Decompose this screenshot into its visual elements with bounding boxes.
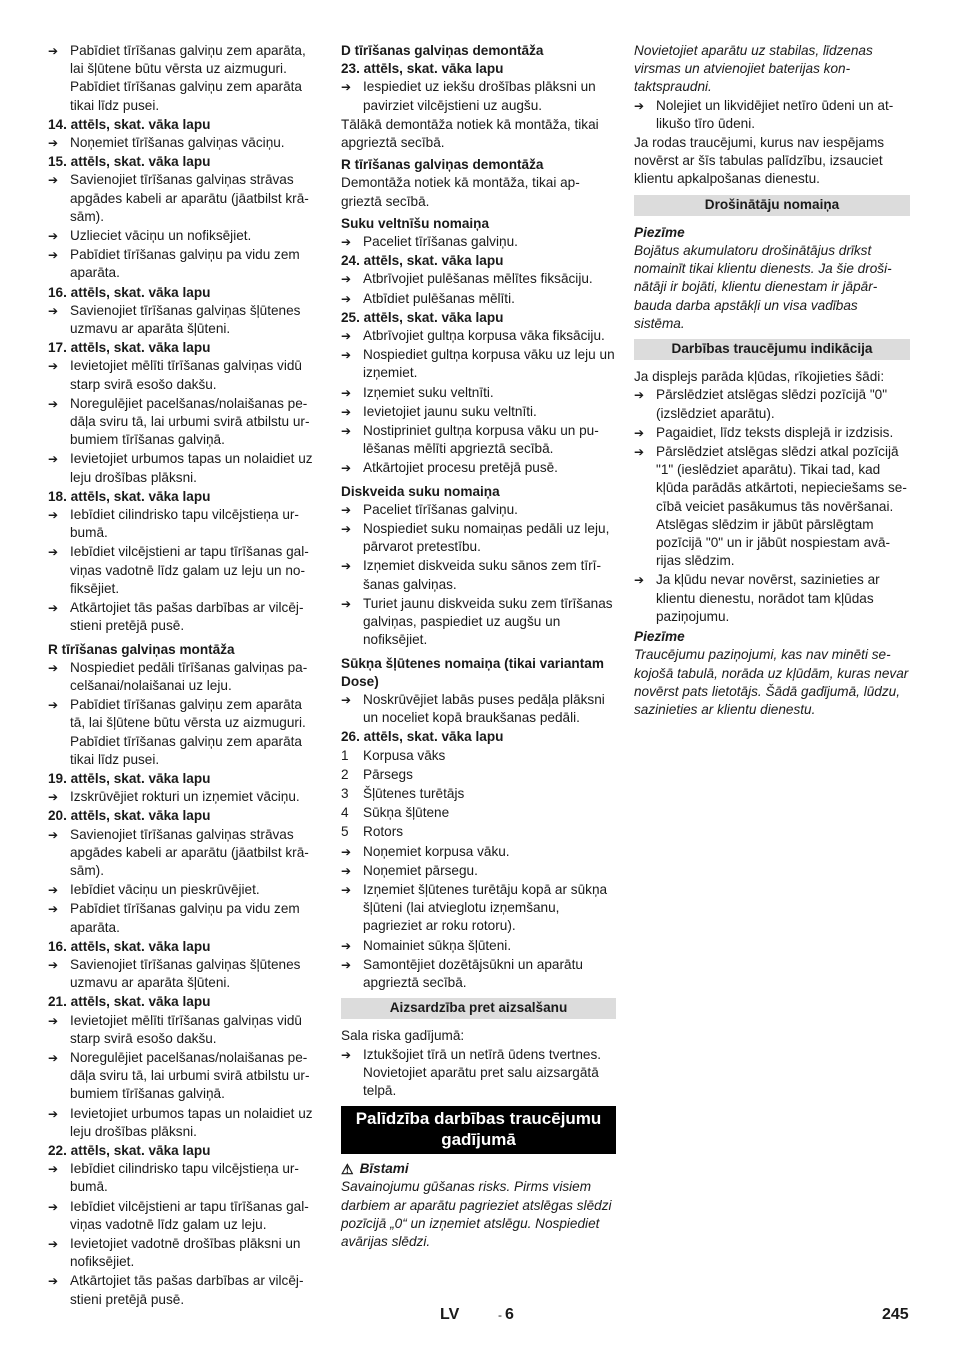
arrow-icon: ➔ [341, 80, 352, 95]
subheading: 16. attēls, skat. vāka lapu [48, 938, 211, 954]
legend-number: 1 [341, 747, 349, 763]
column-1 [48, 42, 320, 1310]
arrow-icon: ➔ [341, 424, 352, 439]
arrow-icon: ➔ [48, 1050, 59, 1065]
step-text: Atkārtojiet procesu pretējā pusē. [363, 460, 558, 476]
instruction-step [48, 1160, 320, 1196]
arrow-icon: ➔ [48, 44, 59, 58]
step-text: Iebīdiet vilcējstieni ar tapu tīrīšanas galviņas vadotnē līdz galam uz leju un nofiksējiet. [70, 544, 309, 596]
step-text: Iebīdiet cilindrisko tapu vilcējstieņa urbumā. [70, 507, 299, 541]
paragraph: Ja displejs parāda kļūdas, rīkojieties šādi: [634, 369, 885, 385]
subheading: 26. attēls, skat. vāka lapu [341, 729, 504, 745]
step-text: Ievietojiet vadotnē drošības plāksni un nofiksējiet. [70, 1236, 301, 1270]
instruction-step [48, 450, 320, 486]
instruction-step [634, 424, 910, 442]
instruction-step [341, 346, 616, 382]
instruction-step [341, 422, 616, 458]
legend-item [341, 785, 616, 803]
step-text: Pagaidiet, līdz teksts displejā ir izdzisis. [656, 424, 894, 440]
arrow-icon: ➔ [341, 1047, 352, 1062]
step-text: Ievietojiet urbumos tapas un nolaidiet uz leju drošības plāksni. [70, 1105, 313, 1139]
step-text: Pabīdiet tīrīšanas galviņu zem aparāta tā, lai šļūtene būtu vērsta uz aizmuguri. Pabīdiet tīrīšanas galviņu zem aparāta tikai līdz pusei. [70, 697, 306, 767]
instruction-step [48, 1272, 320, 1308]
arrow-icon: ➔ [341, 272, 352, 287]
instruction-step [341, 403, 616, 421]
instruction-step [341, 595, 616, 650]
arrow-icon: ➔ [341, 235, 352, 250]
step-text: Nostipriniet gultņa korpusa vāku un pulēšanas mēlīti apgrieztā secībā. [363, 423, 599, 457]
arrow-icon: ➔ [48, 359, 59, 374]
step-text: Nolejiet un likvidējiet netīro ūdeni un atlikušo tīro ūdeni. [656, 97, 894, 131]
instruction-step [341, 78, 616, 114]
step-text: Ja kļūdu nevar novērst, sazinieties ar klientu dienestu, norādot tam kļūdas paziņojumu. [656, 572, 880, 624]
instruction-step [341, 843, 616, 861]
legend-text: Korpusa vāks [363, 747, 446, 763]
step-text: Pārslēdziet atslēgas slēdzi pozīcijā "0" (izslēdziet aparātu). [656, 387, 888, 421]
legend-number: 3 [341, 785, 349, 801]
step-text: Savienojiet tīrīšanas galviņas strāvas apgādes kabeli ar aparātu (jāatbilst krāsām). [70, 826, 309, 878]
arrow-icon: ➔ [48, 545, 59, 560]
arrow-icon: ➔ [634, 388, 645, 403]
step-text: Atbrīvojiet gultņa korpusa vāka fiksāciju. [363, 328, 605, 344]
subheading: D tīrīšanas galviņas demontāža [341, 43, 544, 58]
warning-icon: ⚠ [341, 1161, 354, 1178]
arrow-icon: ➔ [341, 596, 352, 611]
subheading: 18. attēls, skat. vāka lapu [48, 488, 211, 504]
arrow-icon: ➔ [48, 660, 59, 675]
instruction-step [341, 956, 616, 992]
arrow-icon: ➔ [48, 698, 59, 713]
arrow-icon: ➔ [48, 452, 59, 467]
step-text: Noskrūvējiet labās puses pedāļa plāksni un noceliet kopā braukšanas pedāli. [363, 691, 605, 726]
legend-number: 2 [341, 766, 349, 782]
instruction-step [48, 1012, 320, 1048]
step-text: Atbrīvojiet pulēšanas mēlītes fiksāciju. [363, 271, 593, 287]
instruction-step [48, 395, 320, 450]
instruction-step [48, 543, 320, 598]
arrow-icon: ➔ [48, 1237, 59, 1251]
step-text: Atkārtojiet tās pašas darbības ar vilcējstieni pretējā pusē. [70, 1273, 304, 1307]
instruction-step [341, 327, 616, 345]
legend-item [341, 747, 616, 765]
step-text: Savienojiet tīrīšanas galviņas šļūtenes uzmavu ar aparāta šļūteni. [70, 956, 301, 991]
instruction-step [341, 459, 616, 477]
instruction-step [48, 956, 320, 992]
step-text: Paceliet tīrīšanas galviņu. [363, 234, 518, 250]
arrow-icon: ➔ [341, 692, 352, 707]
step-text: Uzlieciet vāciņu un nofiksējiet. [70, 228, 252, 244]
instruction-step [48, 599, 320, 635]
step-text: Iebīdiet vilcējstieni ar tapu tīrīšanas galviņas vadotnē līdz galam uz leju. [70, 1198, 309, 1232]
instruction-step [341, 937, 616, 955]
arrow-icon: ➔ [341, 559, 352, 574]
step-text: Noņemiet korpusa vāku. [363, 843, 510, 859]
legend-text: Šļūtenes turētājs [363, 785, 465, 801]
step-text: Izņemiet suku veltnīti. [363, 384, 494, 400]
section-page-number [498, 1306, 514, 1324]
arrow-icon: ➔ [48, 1013, 59, 1028]
subheading: 25. attēls, skat. vāka lapu [341, 309, 504, 325]
subheading: 19. attēls, skat. vāka lapu [48, 770, 211, 786]
instruction-step [634, 386, 910, 422]
arrow-icon: ➔ [48, 1199, 59, 1214]
column-3 [634, 42, 910, 719]
arrow-icon: ➔ [48, 827, 59, 842]
subheading: R tīrīšanas galviņas montāža [48, 641, 235, 657]
subheading: Suku veltnīšu nomaiņa [341, 215, 490, 231]
instruction-step [341, 881, 616, 936]
step-text: Samontējiet dozētājsūkni un aparātu apgrieztā secībā. [363, 956, 583, 990]
instruction-step [48, 659, 320, 695]
subheading: 17. attēls, skat. vāka lapu [48, 340, 211, 356]
arrow-icon: ➔ [48, 508, 59, 523]
step-text: Ievietojiet mēlīti tīrīšanas galviņas vidū starp svirā esošo dakšu. [70, 358, 302, 392]
warning-label [341, 1160, 616, 1178]
arrow-icon: ➔ [341, 329, 352, 344]
step-text: Paceliet tīrīšanas galviņu. [363, 501, 518, 517]
legend-number: 5 [341, 824, 349, 840]
arrow-icon: ➔ [341, 844, 352, 859]
step-text: Ievietojiet mēlīti tīrīšanas galviņas vidū starp svirā esošo dakšu. [70, 1012, 302, 1046]
column-2 [341, 42, 616, 1251]
page-footer [0, 1306, 954, 1330]
instruction-step [341, 270, 616, 288]
arrow-icon: ➔ [341, 404, 352, 419]
step-text: Pabīdiet tīrīšanas galviņu pa vidu zem aparāta. [70, 901, 300, 935]
arrow-icon: ➔ [48, 1162, 59, 1177]
instruction-step [48, 506, 320, 542]
arrow-icon: ➔ [341, 882, 352, 897]
instruction-step [48, 696, 320, 769]
instruction-step [634, 571, 910, 626]
subheading: Sūkņa šļūtenes nomaiņa (tikai variantam Dose) [341, 655, 604, 689]
instruction-step [341, 233, 616, 251]
page-number: 245 [882, 1306, 909, 1323]
note-label: Piezīme [634, 629, 685, 645]
subheading: 21. attēls, skat. vāka lapu [48, 994, 211, 1010]
instruction-step [341, 862, 616, 880]
subheading: 23. attēls, skat. vāka lapu [341, 61, 504, 77]
instruction-step [341, 290, 616, 308]
step-text: Atbīdiet pulēšanas mēlīti. [363, 290, 515, 306]
arrow-icon: ➔ [634, 445, 645, 460]
step-text: Savienojiet tīrīšanas galviņas strāvas apgādes kabeli ar aparātu (jāatbilst krāsām). [70, 172, 309, 224]
chapter-heading: Palīdzība darbības traucējumu gadījumā [341, 1106, 616, 1154]
step-text: Noregulējiet pacelšanas/nolaišanas pedāļa sviru tā, lai urbumi svirā atbilstu urbumiem tīrīšanas galviņā. [70, 395, 310, 448]
instruction-step [48, 134, 320, 152]
instruction-step [341, 1046, 616, 1101]
paragraph: Demontāža notiek kā montāža, tikai apgrieztā secībā. [341, 175, 580, 209]
paragraph: Sala riska gadījumā: [341, 1028, 465, 1044]
subheading: R tīrīšanas galviņas demontāža [341, 157, 544, 173]
step-text: Iztukšojiet tīrā un netīrā ūdens tvertnes. Novietojiet aparātu pret salu aizsargātā telpā. [363, 1046, 602, 1098]
arrow-icon: ➔ [48, 957, 59, 972]
section-heading: Drošinātāju nomaiņa [634, 195, 910, 216]
arrow-icon: ➔ [48, 173, 59, 188]
arrow-icon: ➔ [341, 348, 352, 363]
arrow-icon: ➔ [48, 1274, 59, 1289]
arrow-icon: ➔ [341, 938, 352, 953]
step-text: Atkārtojiet tās pašas darbības ar vilcējstieni pretējā pusē. [70, 600, 304, 634]
instruction-step [341, 557, 616, 593]
legend-text: Pārsegs [363, 766, 413, 782]
arrow-icon: ➔ [48, 229, 59, 244]
page-dash: - [498, 1308, 502, 1322]
instruction-step [48, 171, 320, 226]
legend-text: Sūkņa šļūtene [363, 805, 450, 821]
instruction-step [48, 227, 320, 245]
instruction-step [341, 501, 616, 519]
italic-note: Traucējumu paziņojumi, kas nav minēti sekojošā tabulā, norāda uz kļūdām, kuras nevar novērst pats lietotājs. Šādā gadījumā, lūdzu, sazinieties ar klientu dienestu. [634, 647, 909, 717]
arrow-icon: ➔ [341, 502, 352, 517]
step-text: Izņemiet diskveida suku sānos zem tīrīšanas galviņas. [363, 558, 601, 592]
italic-note: Novietojiet aparātu uz stabilas, līdzenas virsmas un atvienojiet baterijas kontaktspraudni. [634, 43, 873, 95]
italic-note: Savainojumu gūšanas risks. Pirms visiem darbiem ar aparātu pagrieziet atslēgas slēdzi pozīcijā „0“ un izņemiet atslēgu. Nospiediet avārijas slēdzi. [341, 1179, 612, 1249]
step-text: Noregulējiet pacelšanas/nolaišanas pedāļa sviru tā, lai urbumi svirā atbilstu urbumiem tīrīšanas galviņā. [70, 1049, 310, 1102]
arrow-icon: ➔ [48, 790, 59, 805]
instruction-step [48, 900, 320, 936]
arrow-icon: ➔ [48, 601, 59, 616]
warning-text: Bīstami [359, 1161, 409, 1177]
legend-item [341, 804, 616, 822]
arrow-icon: ➔ [634, 573, 645, 588]
step-text: Nomainiet sūkņa šļūteni. [363, 937, 512, 953]
instruction-step [341, 520, 616, 556]
instruction-step [48, 788, 320, 806]
step-text: Nospiediet suku nomaiņas pedāli uz leju, pārvarot pretestību. [363, 521, 610, 555]
step-text: Nospiediet pedāli tīrīšanas galviņas pacelšanai/nolaišanai uz leju. [70, 659, 308, 693]
subheading: 14. attēls, skat. vāka lapu [48, 116, 211, 132]
legend-number: 4 [341, 805, 349, 821]
arrow-icon: ➔ [48, 1106, 59, 1121]
step-text: Iespiediet uz iekšu drošības plāksni un pavirziet vilcējstieni uz augšu. [363, 79, 596, 113]
instruction-step [48, 1105, 320, 1141]
language-code: LV [440, 1306, 460, 1323]
section-heading: Aizsardzība pret aizsalšanu [341, 998, 616, 1019]
instruction-step [634, 97, 910, 133]
arrow-icon: ➔ [48, 303, 59, 318]
arrow-icon: ➔ [48, 248, 59, 263]
step-text: Noņemiet tīrīšanas galviņas vāciņu. [70, 135, 285, 151]
section-heading: Darbības traucējumu indikācija [634, 339, 910, 360]
arrow-icon: ➔ [341, 385, 352, 400]
arrow-icon: ➔ [48, 883, 59, 898]
instruction-step [341, 691, 616, 727]
step-text: Iebīdiet cilindrisko tapu vilcējstieņa urbumā. [70, 1161, 299, 1195]
arrow-icon: ➔ [341, 291, 352, 306]
instruction-step [48, 881, 320, 899]
step-text: Pārslēdziet atslēgas slēdzi atkal pozīcijā "1" (ieslēdziet aparātu). Tikai tad, kad kļūda parādās atkārtoti, nepieciešams secībā veiciet pasākumus tās novēršanai. Atslēgas slēdzim ir jābūt pārslēgtam pozīcijā "0" un ir jābūt nospiestam avārijas slēdzim. [656, 444, 907, 569]
step-text: Izņemiet šļūtenes turētāju kopā ar sūkņa šļūteni (lai atvieglotu izņemšanu, pagrieziet ar roku rotoru). [363, 881, 608, 934]
note-label: Piezīme [634, 224, 685, 240]
instruction-step [48, 302, 320, 338]
instruction-step [48, 246, 320, 282]
subheading: 22. attēls, skat. vāka lapu [48, 1142, 211, 1158]
arrow-icon: ➔ [634, 425, 645, 440]
arrow-icon: ➔ [634, 98, 645, 113]
subheading: 15. attēls, skat. vāka lapu [48, 154, 211, 170]
legend-item [341, 766, 616, 784]
subheading: Diskveida suku nomaiņa [341, 483, 500, 499]
arrow-icon: ➔ [48, 396, 59, 411]
subheading: 20. attēls, skat. vāka lapu [48, 808, 211, 824]
arrow-icon: ➔ [341, 863, 352, 878]
instruction-step [48, 42, 320, 115]
arrow-icon: ➔ [48, 902, 59, 917]
step-text: Iebīdiet vāciņu un pieskrūvējiet. [70, 882, 260, 898]
arrow-icon: ➔ [341, 957, 352, 972]
arrow-icon: ➔ [48, 136, 59, 151]
legend-item [341, 823, 616, 841]
step-text: Noņemiet pārsegu. [363, 862, 478, 878]
step-text: Nospiediet gultņa korpusa vāku uz leju un izņemiet. [363, 347, 615, 381]
arrow-icon: ➔ [341, 522, 352, 537]
subheading: 16. attēls, skat. vāka lapu [48, 284, 211, 300]
step-text: Ievietojiet jaunu suku veltnīti. [363, 403, 537, 419]
step-text: Pabīdiet tīrīšanas galviņu zem aparāta, lai šļūtene būtu vērsta uz aizmuguri. Pabīdiet tīrīšanas galviņu zem aparāta tikai līdz pusei. [70, 43, 306, 113]
instruction-step [341, 384, 616, 402]
step-text: Turiet jaunu diskveida suku zem tīrīšanas galviņas, paspiediet uz augšu un nofiksējiet. [363, 595, 613, 648]
step-text: Izskrūvējiet rokturi un izņemiet vāciņu. [70, 789, 300, 805]
step-text: Savienojiet tīrīšanas galviņas šļūtenes uzmavu ar aparāta šļūteni. [70, 302, 301, 337]
subheading: 24. attēls, skat. vāka lapu [341, 253, 504, 269]
arrow-icon: ➔ [341, 461, 352, 476]
instruction-step [634, 443, 910, 570]
italic-note: Bojātus akumulatoru drošinātājus drīkst nomainīt tikai klientu dienests. Ja šie drošinātāji ir bojāti, klientu dienestam ir jāpārbauda darba apstākļi un visa vadības sistēma. [634, 243, 892, 331]
instruction-step [48, 1049, 320, 1104]
section-page-value: 6 [505, 1306, 514, 1323]
instruction-step [48, 1198, 320, 1234]
instruction-step [48, 357, 320, 393]
paragraph: Ja rodas traucējumi, kurus nav iespējams novērst ar šīs tabulas palīdzību, izsauciet klientu apkalpošanas dienestu. [634, 135, 885, 187]
step-text: Pabīdiet tīrīšanas galviņu pa vidu zem aparāta. [70, 247, 300, 281]
instruction-step [48, 826, 320, 881]
step-text: Ievietojiet urbumos tapas un nolaidiet uz leju drošības plāksni. [70, 451, 313, 485]
paragraph: Tālākā demontāža notiek kā montāža, tikai apgrieztā secībā. [341, 116, 599, 151]
instruction-step [48, 1235, 320, 1271]
legend-text: Rotors [363, 824, 404, 840]
